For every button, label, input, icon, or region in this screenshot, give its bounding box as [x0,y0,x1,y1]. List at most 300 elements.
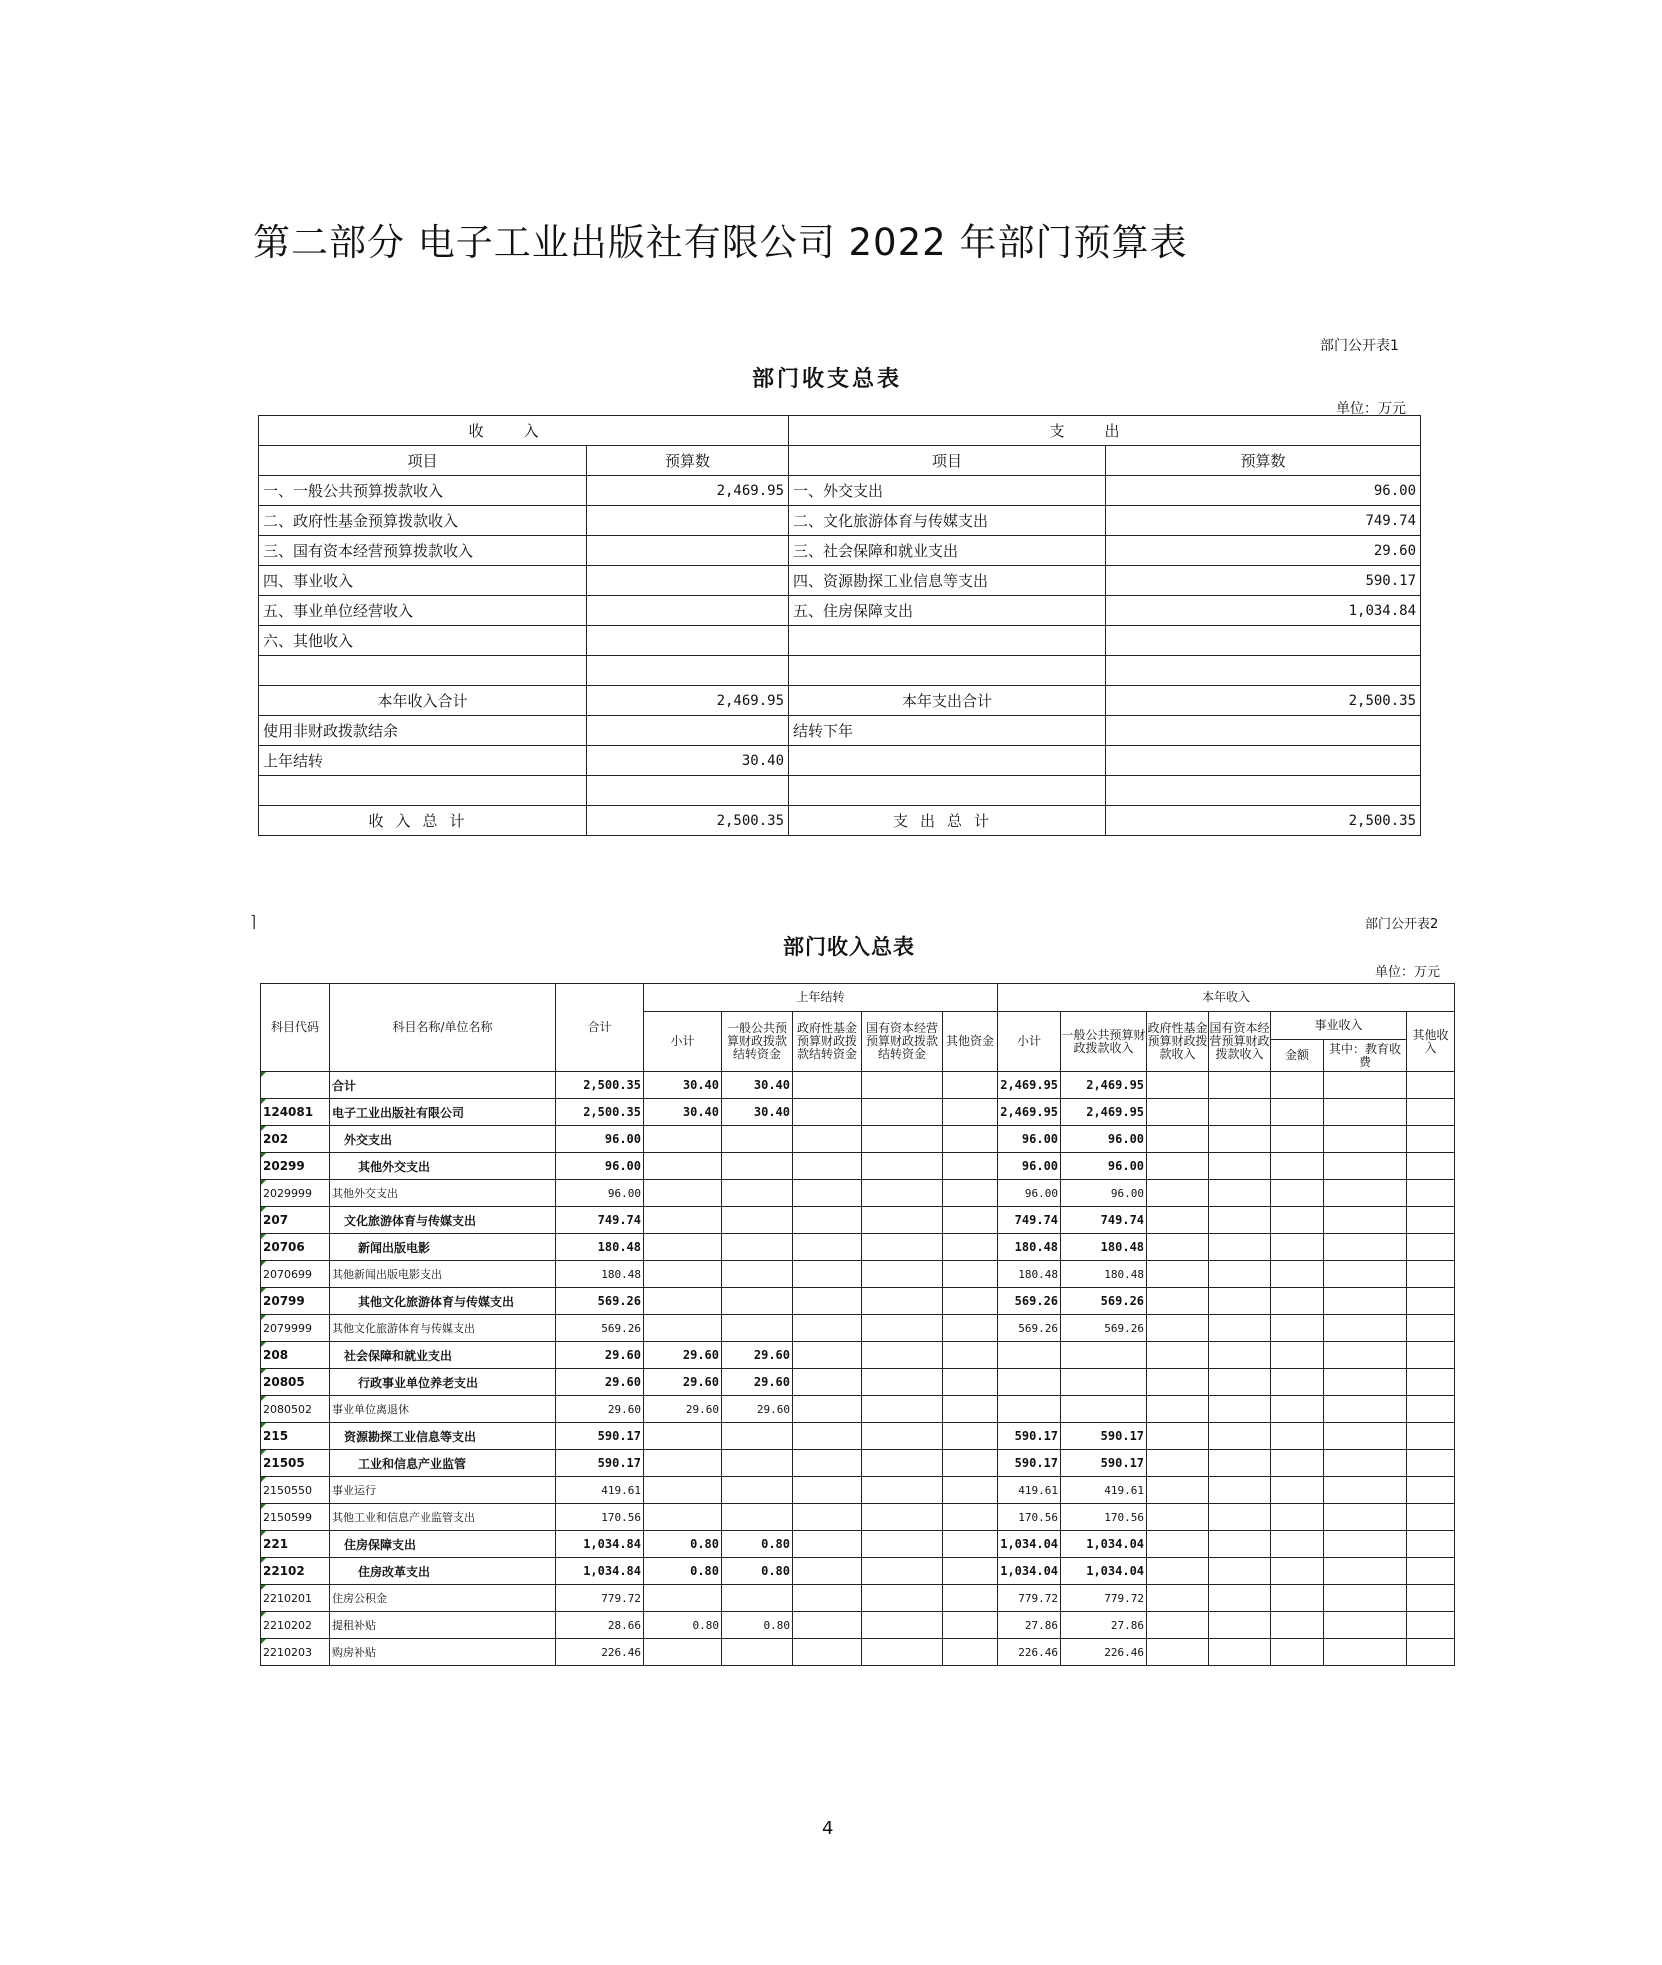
row-ly-subtotal: 29.60 [644,1396,722,1423]
row-ly-subtotal: 30.40 [644,1072,722,1099]
expense-item-header: 项目 [789,446,1106,476]
row-ly-subtotal [644,1639,722,1666]
expense-header: 支出 [789,416,1421,446]
bracket-mark: ⌉ [250,912,257,931]
row-ly-subtotal [644,1153,722,1180]
table-row [259,416,1421,446]
row-ty-general: 27.86 [1061,1612,1147,1639]
row-total: 28.66 [556,1612,644,1639]
row-ly-fund [793,1234,862,1261]
ly-other-header: 其他资金 [943,1012,998,1072]
row-code: 21505 [261,1450,330,1477]
row-ly-fund [793,1288,862,1315]
row-name: 社会保障和就业支出 [330,1342,556,1369]
income-item: 一、一般公共预算拨款收入 [259,476,587,506]
expense-item: 一、外交支出 [789,476,1106,506]
table-row [259,476,1421,506]
table-row [261,1342,1455,1369]
ty-state-header: 国有资本经营预算财政拨款收入 [1209,1012,1271,1072]
row-code [261,1072,330,1099]
row-ty-state [1209,1342,1271,1369]
page-title: 第二部分 电子工业出版社有限公司 2022 年部门预算表 [253,221,1188,264]
row-ty-general: 2,469.95 [1061,1072,1147,1099]
row-ty-fund [1147,1099,1209,1126]
row-ty-general: 749.74 [1061,1207,1147,1234]
row-ty-fund [1147,1531,1209,1558]
table-row [261,1369,1455,1396]
row-ly-fund [793,1180,862,1207]
row-ty-amount [1271,1612,1324,1639]
row-ty-fund [1147,1207,1209,1234]
row-ty-general: 96.00 [1061,1126,1147,1153]
row-total: 590.17 [556,1450,644,1477]
row-ty-amount [1271,1153,1324,1180]
row-ty-fund [1147,1612,1209,1639]
row-ty-other [1407,1477,1455,1504]
income-item: 三、国有资本经营预算拨款收入 [259,536,587,566]
last-year-header: 上年结转 [644,984,998,1012]
ly-state-header: 国有资本经营预算财政拨款结转资金 [862,1012,943,1072]
expense-item: 三、社会保障和就业支出 [789,536,1106,566]
row-ly-other [943,1369,998,1396]
table-row [261,1558,1455,1585]
row-ty-edu [1324,1477,1407,1504]
row-ly-state [862,1639,943,1666]
ty-general-header: 一般公共预算财政拨款收入 [1061,1012,1147,1072]
row-code: 2210201 [261,1585,330,1612]
row-ty-amount [1271,1585,1324,1612]
row-name: 合计 [330,1072,556,1099]
row-ty-amount [1271,1531,1324,1558]
row-code: 20706 [261,1234,330,1261]
row-ly-general: 30.40 [722,1072,793,1099]
row-ty-general [1061,1342,1147,1369]
row-ly-general [722,1639,793,1666]
row-ly-other [943,1477,998,1504]
row-ly-subtotal [644,1207,722,1234]
year-expense-value: 2,500.35 [1106,686,1421,716]
row-ly-other [943,1639,998,1666]
row-ty-edu [1324,1261,1407,1288]
row-ly-general [722,1207,793,1234]
carry-next-label: 结转下年 [789,716,1106,746]
row-code: 2150550 [261,1477,330,1504]
blank-cell [789,746,1106,776]
row-ty-fund [1147,1639,1209,1666]
row-code: 2210203 [261,1639,330,1666]
row-ty-amount [1271,1180,1324,1207]
income-budget-header: 预算数 [587,446,789,476]
table-row [259,746,1421,776]
table-row [259,536,1421,566]
income-table [260,983,1455,1666]
table2-tag: 部门公开表2 [1365,917,1439,932]
row-ty-other [1407,1234,1455,1261]
row-ly-general [722,1261,793,1288]
row-ty-other [1407,1099,1455,1126]
row-code: 20799 [261,1288,330,1315]
row-ly-state [862,1612,943,1639]
income-value: 2,469.95 [587,476,789,506]
row-ty-amount [1271,1315,1324,1342]
row-total: 779.72 [556,1585,644,1612]
row-ly-general [722,1288,793,1315]
row-ty-edu [1324,1315,1407,1342]
row-ty-edu [1324,1234,1407,1261]
table-row [261,1126,1455,1153]
ty-edu-header: 其中：教育收费 [1324,1040,1407,1072]
row-ly-other [943,1450,998,1477]
table-row [259,776,1421,806]
row-ty-state [1209,1558,1271,1585]
row-ty-edu [1324,1639,1407,1666]
row-code: 221 [261,1531,330,1558]
row-ty-state [1209,1450,1271,1477]
row-ty-other [1407,1288,1455,1315]
row-ty-edu [1324,1207,1407,1234]
row-ty-subtotal: 226.46 [998,1639,1061,1666]
table2-title: 部门收入总表 [783,935,915,959]
row-ly-other [943,1180,998,1207]
row-ty-edu [1324,1504,1407,1531]
row-total: 2,500.35 [556,1072,644,1099]
income-header: 收入 [259,416,789,446]
row-name: 其他文化旅游体育与传媒支出 [330,1288,556,1315]
row-ty-amount [1271,1504,1324,1531]
row-code: 2150599 [261,1504,330,1531]
income-value [587,566,789,596]
row-total: 569.26 [556,1288,644,1315]
row-ly-general [722,1126,793,1153]
row-ty-subtotal: 569.26 [998,1288,1061,1315]
expense-item [789,626,1106,656]
row-ty-fund [1147,1396,1209,1423]
table-row [261,1207,1455,1234]
row-ly-state [862,1396,943,1423]
income-item: 六、其他收入 [259,626,587,656]
row-ly-fund [793,1072,862,1099]
row-ty-state [1209,1126,1271,1153]
row-ty-general: 96.00 [1061,1153,1147,1180]
row-ly-other [943,1504,998,1531]
expense-item: 二、文化旅游体育与传媒支出 [789,506,1106,536]
row-ty-subtotal [998,1396,1061,1423]
row-ty-subtotal: 569.26 [998,1315,1061,1342]
row-ty-subtotal: 779.72 [998,1585,1061,1612]
row-ty-general: 419.61 [1061,1477,1147,1504]
row-code: 20805 [261,1369,330,1396]
expense-value: 96.00 [1106,476,1421,506]
row-ly-general: 0.80 [722,1612,793,1639]
row-ly-state [862,1072,943,1099]
row-ly-fund [793,1504,862,1531]
row-ly-general [722,1504,793,1531]
code-header: 科目代码 [261,984,330,1072]
row-ty-edu [1324,1072,1407,1099]
row-code: 208 [261,1342,330,1369]
table-row [261,1261,1455,1288]
table-row [259,656,1421,686]
row-ty-general: 180.48 [1061,1261,1147,1288]
row-ly-general [722,1153,793,1180]
row-ly-subtotal [644,1504,722,1531]
row-ty-state [1209,1288,1271,1315]
row-ly-fund [793,1612,862,1639]
row-ly-other [943,1207,998,1234]
row-name: 其他外交支出 [330,1180,556,1207]
row-ty-other [1407,1585,1455,1612]
row-name: 住房公积金 [330,1585,556,1612]
row-ty-subtotal: 1,034.04 [998,1531,1061,1558]
row-name: 其他文化旅游体育与传媒支出 [330,1315,556,1342]
row-ty-fund [1147,1558,1209,1585]
row-ty-other [1407,1558,1455,1585]
row-ly-other [943,1099,998,1126]
row-ty-edu [1324,1342,1407,1369]
table-row [259,626,1421,656]
row-ty-amount [1271,1207,1324,1234]
row-ty-amount [1271,1342,1324,1369]
row-ty-fund [1147,1153,1209,1180]
expense-value: 1,034.84 [1106,596,1421,626]
blank-cell [1106,746,1421,776]
row-code: 2029999 [261,1180,330,1207]
row-ty-other [1407,1315,1455,1342]
table-row [261,1612,1455,1639]
income-value [587,596,789,626]
row-ty-other [1407,1180,1455,1207]
table-row [261,1585,1455,1612]
row-ly-other [943,1153,998,1180]
row-ty-general: 96.00 [1061,1180,1147,1207]
row-name: 文化旅游体育与传媒支出 [330,1207,556,1234]
row-ly-fund [793,1585,862,1612]
year-income-label: 本年收入合计 [259,686,587,716]
income-item-header: 项目 [259,446,587,476]
row-ty-edu [1324,1531,1407,1558]
row-ty-amount [1271,1126,1324,1153]
row-ty-general [1061,1396,1147,1423]
row-ly-state [862,1261,943,1288]
row-ly-general [722,1180,793,1207]
row-ty-edu [1324,1369,1407,1396]
row-ty-state [1209,1207,1271,1234]
ly-fund-header: 政府性基金预算财政拨款结转资金 [793,1012,862,1072]
row-ty-general: 226.46 [1061,1639,1147,1666]
row-name: 其他外交支出 [330,1153,556,1180]
blank-cell [259,776,587,806]
table-row [259,686,1421,716]
row-ly-subtotal: 30.40 [644,1099,722,1126]
row-ly-other [943,1612,998,1639]
row-ty-amount [1271,1477,1324,1504]
row-name: 住房改革支出 [330,1558,556,1585]
row-ly-state [862,1423,943,1450]
row-ty-other [1407,1342,1455,1369]
row-code: 2079999 [261,1315,330,1342]
row-ty-state [1209,1153,1271,1180]
row-ly-fund [793,1342,862,1369]
row-total: 2,500.35 [556,1099,644,1126]
row-ly-other [943,1423,998,1450]
row-ty-state [1209,1504,1271,1531]
row-ty-amount [1271,1099,1324,1126]
expense-value [1106,626,1421,656]
row-ty-edu [1324,1126,1407,1153]
expense-budget-header: 预算数 [1106,446,1421,476]
row-ty-general: 180.48 [1061,1234,1147,1261]
row-total: 29.60 [556,1342,644,1369]
row-ly-state [862,1099,943,1126]
row-ly-state [862,1531,943,1558]
row-total: 96.00 [556,1180,644,1207]
last-year-value: 30.40 [587,746,789,776]
row-name: 电子工业出版社有限公司 [330,1099,556,1126]
table1-tag: 部门公开表1 [1320,338,1399,354]
row-ly-fund [793,1369,862,1396]
row-ly-subtotal: 0.80 [644,1558,722,1585]
table-row [261,1639,1455,1666]
row-ty-general: 590.17 [1061,1423,1147,1450]
row-ty-amount [1271,1423,1324,1450]
row-total: 419.61 [556,1477,644,1504]
row-ty-subtotal: 2,469.95 [998,1072,1061,1099]
row-ly-subtotal [644,1261,722,1288]
row-ty-other [1407,1531,1455,1558]
table-row [261,1504,1455,1531]
row-code: 2210202 [261,1612,330,1639]
row-ly-general [722,1477,793,1504]
row-ty-general: 2,469.95 [1061,1099,1147,1126]
row-ly-subtotal: 0.80 [644,1612,722,1639]
ty-fund-header: 政府性基金预算财政拨款收入 [1147,1012,1209,1072]
row-ly-state [862,1315,943,1342]
row-ly-fund [793,1450,862,1477]
year-income-value: 2,469.95 [587,686,789,716]
row-ly-general: 0.80 [722,1558,793,1585]
income-total-value: 2,500.35 [587,806,789,836]
row-ty-amount [1271,1072,1324,1099]
table-row [259,716,1421,746]
row-name: 其他新闻出版电影支出 [330,1261,556,1288]
row-ly-fund [793,1558,862,1585]
row-code: 2070699 [261,1261,330,1288]
row-ty-edu [1324,1396,1407,1423]
row-ty-subtotal: 590.17 [998,1423,1061,1450]
table-row [261,1531,1455,1558]
ly-subtotal-header: 小计 [644,1012,722,1072]
table1-title: 部门收支总表 [752,367,903,392]
row-ly-subtotal [644,1288,722,1315]
row-ly-other [943,1396,998,1423]
row-ty-state [1209,1639,1271,1666]
row-ty-other [1407,1639,1455,1666]
row-ty-amount [1271,1261,1324,1288]
row-ly-state [862,1477,943,1504]
table-row [261,1477,1455,1504]
row-ty-other [1407,1207,1455,1234]
row-ty-subtotal: 590.17 [998,1450,1061,1477]
table-row [261,1396,1455,1423]
row-ty-subtotal: 27.86 [998,1612,1061,1639]
year-expense-label: 本年支出合计 [789,686,1106,716]
row-code: 215 [261,1423,330,1450]
row-ly-state [862,1180,943,1207]
row-total: 29.60 [556,1369,644,1396]
row-ty-amount [1271,1369,1324,1396]
row-ly-state [862,1207,943,1234]
row-ty-state [1209,1180,1271,1207]
row-name: 事业单位离退休 [330,1396,556,1423]
expense-value: 749.74 [1106,506,1421,536]
row-ty-state [1209,1612,1271,1639]
income-item: 四、事业收入 [259,566,587,596]
row-ly-state [862,1153,943,1180]
row-ty-fund [1147,1261,1209,1288]
row-ty-state [1209,1315,1271,1342]
row-ty-general: 170.56 [1061,1504,1147,1531]
row-ly-state [862,1504,943,1531]
row-ty-subtotal: 96.00 [998,1153,1061,1180]
row-ty-fund [1147,1504,1209,1531]
row-ly-other [943,1531,998,1558]
row-ty-edu [1324,1288,1407,1315]
row-ty-fund [1147,1288,1209,1315]
row-ty-subtotal [998,1342,1061,1369]
table-row [261,1180,1455,1207]
row-ly-general [722,1450,793,1477]
row-ty-amount [1271,1234,1324,1261]
row-ly-other [943,1234,998,1261]
row-ly-fund [793,1639,862,1666]
row-ly-general [722,1234,793,1261]
row-ly-subtotal: 29.60 [644,1342,722,1369]
row-ty-subtotal: 180.48 [998,1261,1061,1288]
row-ly-subtotal: 29.60 [644,1369,722,1396]
row-ty-fund [1147,1342,1209,1369]
row-ty-subtotal: 96.00 [998,1180,1061,1207]
row-ty-fund [1147,1315,1209,1342]
row-ty-subtotal [998,1369,1061,1396]
row-ty-state [1209,1261,1271,1288]
row-ly-general [722,1423,793,1450]
row-ty-general: 1,034.04 [1061,1558,1147,1585]
expense-item [789,656,1106,686]
row-ly-general: 30.40 [722,1099,793,1126]
row-code: 22102 [261,1558,330,1585]
row-ly-general: 29.60 [722,1342,793,1369]
summary-table [258,415,1421,836]
row-ty-other [1407,1612,1455,1639]
row-ly-subtotal [644,1315,722,1342]
income-item: 五、事业单位经营收入 [259,596,587,626]
row-ty-state [1209,1585,1271,1612]
row-ly-subtotal [644,1180,722,1207]
row-ty-subtotal: 180.48 [998,1234,1061,1261]
row-ty-state [1209,1072,1271,1099]
row-ly-general: 0.80 [722,1531,793,1558]
row-ty-state [1209,1396,1271,1423]
row-ty-edu [1324,1180,1407,1207]
this-year-header: 本年收入 [998,984,1455,1012]
row-name: 新闻出版电影 [330,1234,556,1261]
row-ly-other [943,1315,998,1342]
row-ly-state [862,1450,943,1477]
table2-unit: 单位：万元 [1375,965,1441,980]
table-row [261,1423,1455,1450]
row-ly-fund [793,1396,862,1423]
row-ly-state [862,1342,943,1369]
